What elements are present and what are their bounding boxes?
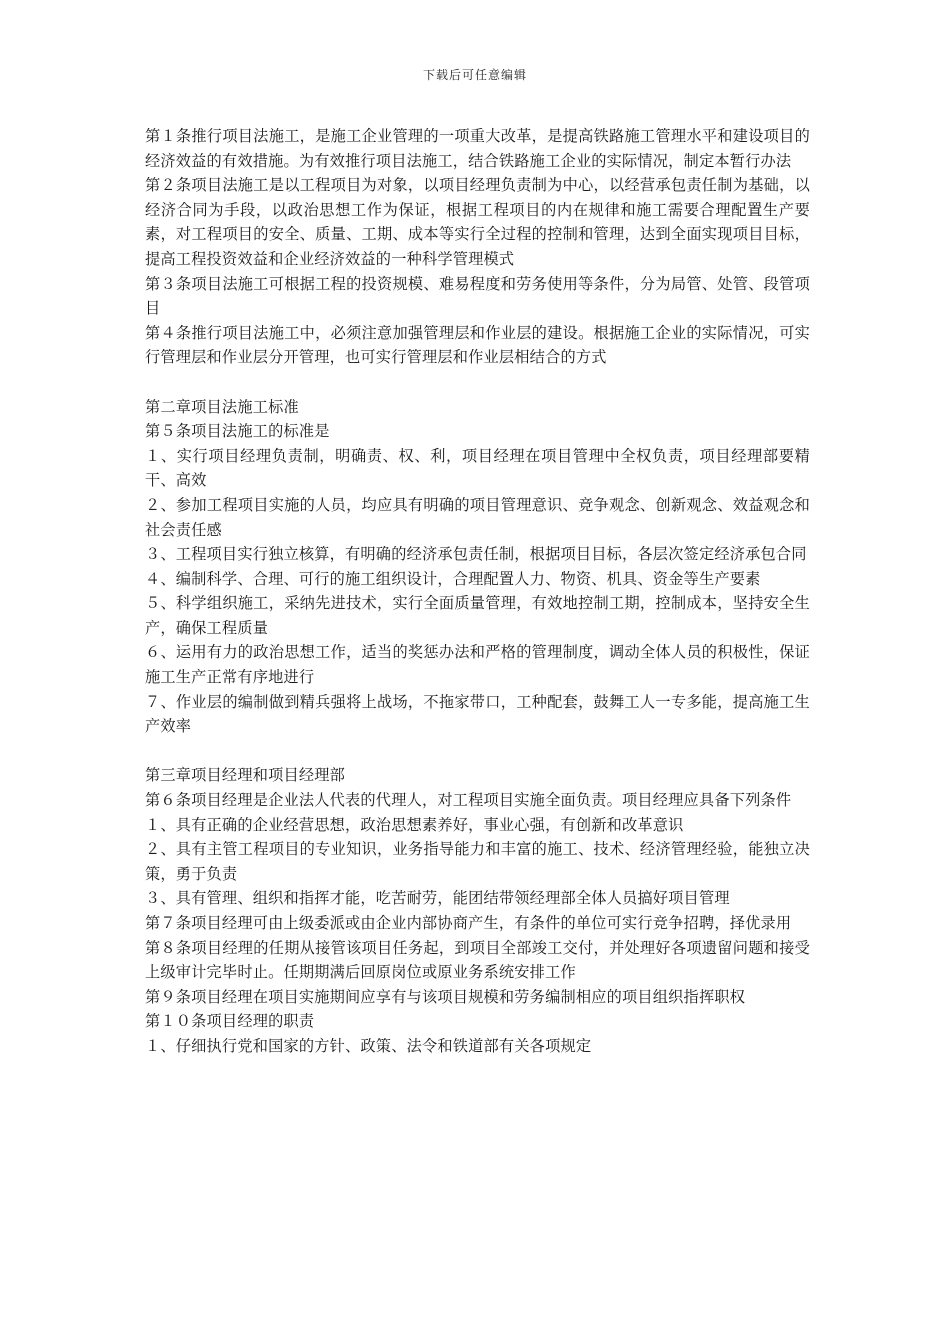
list-item: ７、作业层的编制做到精兵强将上战场，不拖家带口，工种配套，鼓舞工人一专多能，提高施工生产效率 — [145, 692, 810, 736]
list-item: ４、编制科学、合理、可行的施工组织设计，合理配置人力、物资、机具、资金等生产要素 — [145, 569, 761, 588]
article-3: 第３条项目法施工可根据工程的投资规模、难易程度和劳务使用等条件，分为局管、处管、段管项目 — [145, 274, 810, 318]
article-4: 第４条推行项目法施工中，必须注意加强管理层和作业层的建设。根据施工企业的实际情况，可实行管理层和作业层分开管理，也可实行管理层和作业层相结合的方式 — [145, 323, 810, 367]
article-10: 第１０条项目经理的职责 — [145, 1012, 315, 1031]
list-item: ３、工程项目实行独立核算，有明确的经济承包责任制，根据项目目标，各层次签定经济承包合同 — [145, 545, 807, 564]
document-body — [145, 124, 810, 1059]
article-9: 第９条项目经理在项目实施期间应享有与该项目规模和劳务编制相应的项目组织指挥职权 — [145, 987, 746, 1006]
list-item: １、实行项目经理负责制，明确责、权、利，项目经理在项目管理中全权负责，项目经理部要精干、高效 — [145, 446, 810, 490]
article-2: 第２条项目法施工是以工程项目为对象，以项目经理负责制为中心，以经营承包责任制为基础，以经济合同为手段，以政治思想工作为保证，根据工程项目的内在规律和施工需要合理配置生产要素，对工程项目的安全、质量、工期、成本等实行全过程的控制和管理，达到全面实现项目目标，提高工程投资效益和企业经济效益的一种科学管理模式 — [145, 176, 810, 268]
list-item: １、仔细执行党和国家的方针、政策、法令和铁道部有关各项规定 — [145, 1036, 592, 1055]
list-item: ５、科学组织施工，采纳先进技术，实行全面质量管理，有效地控制工期，控制成本，坚持安全生产，确保工程质量 — [145, 594, 810, 637]
chapter-3-heading: 第三章项目经理和项目经理部 — [145, 766, 346, 785]
article-5: 第５条项目法施工的标准是 — [145, 422, 330, 441]
list-item: ２、参加工程项目实施的人员，均应具有明确的项目管理意识、竞争观念、创新观念、效益观念和社会责任感 — [145, 495, 810, 539]
list-item: ６、运用有力的政治思想工作，适当的奖惩办法和严格的管理制度，调动全体人员的积极性，保证施工生产正常有序地进行 — [145, 643, 810, 687]
list-item: １、具有正确的企业经营思想，政治思想素养好，事业心强，有创新和改革意识 — [145, 815, 684, 834]
article-8: 第８条项目经理的任期从接管该项目任务起，到项目全部竣工交付，并处理好各项遗留问题和接受上级审计完毕时止。任期期满后回原岗位或原业务系统安排工作 — [145, 938, 810, 982]
article-1: 第１条推行项目法施工，是施工企业管理的一项重大改革，是提高铁路施工管理水平和建设项目的经济效益的有效措施。为有效推行项目法施工，结合铁路施工企业的实际情况，制定本暂行办法 — [145, 127, 810, 170]
page-header: 下载后可任意编辑 — [422, 68, 527, 82]
list-item: ２、具有主管工程项目的专业知识，业务指导能力和丰富的施工、技术、经济管理经验，能独立决策，勇于负责 — [145, 840, 810, 883]
article-7: 第７条项目经理可由上级委派或由企业内部协商产生，有条件的单位可实行竞争招聘，择优录用 — [145, 914, 792, 932]
blank-line — [145, 739, 810, 764]
list-item: ３、具有管理、组织和指挥才能，吃苦耐劳，能团结带领经理部全体人员搞好项目管理 — [145, 889, 730, 908]
article-6: 第６条项目经理是企业法人代表的代理人，对工程项目实施全面负责。项目经理应具备下列条件 — [145, 791, 792, 810]
blank-line — [145, 370, 810, 395]
chapter-2-heading: 第二章项目法施工标准 — [145, 397, 299, 416]
